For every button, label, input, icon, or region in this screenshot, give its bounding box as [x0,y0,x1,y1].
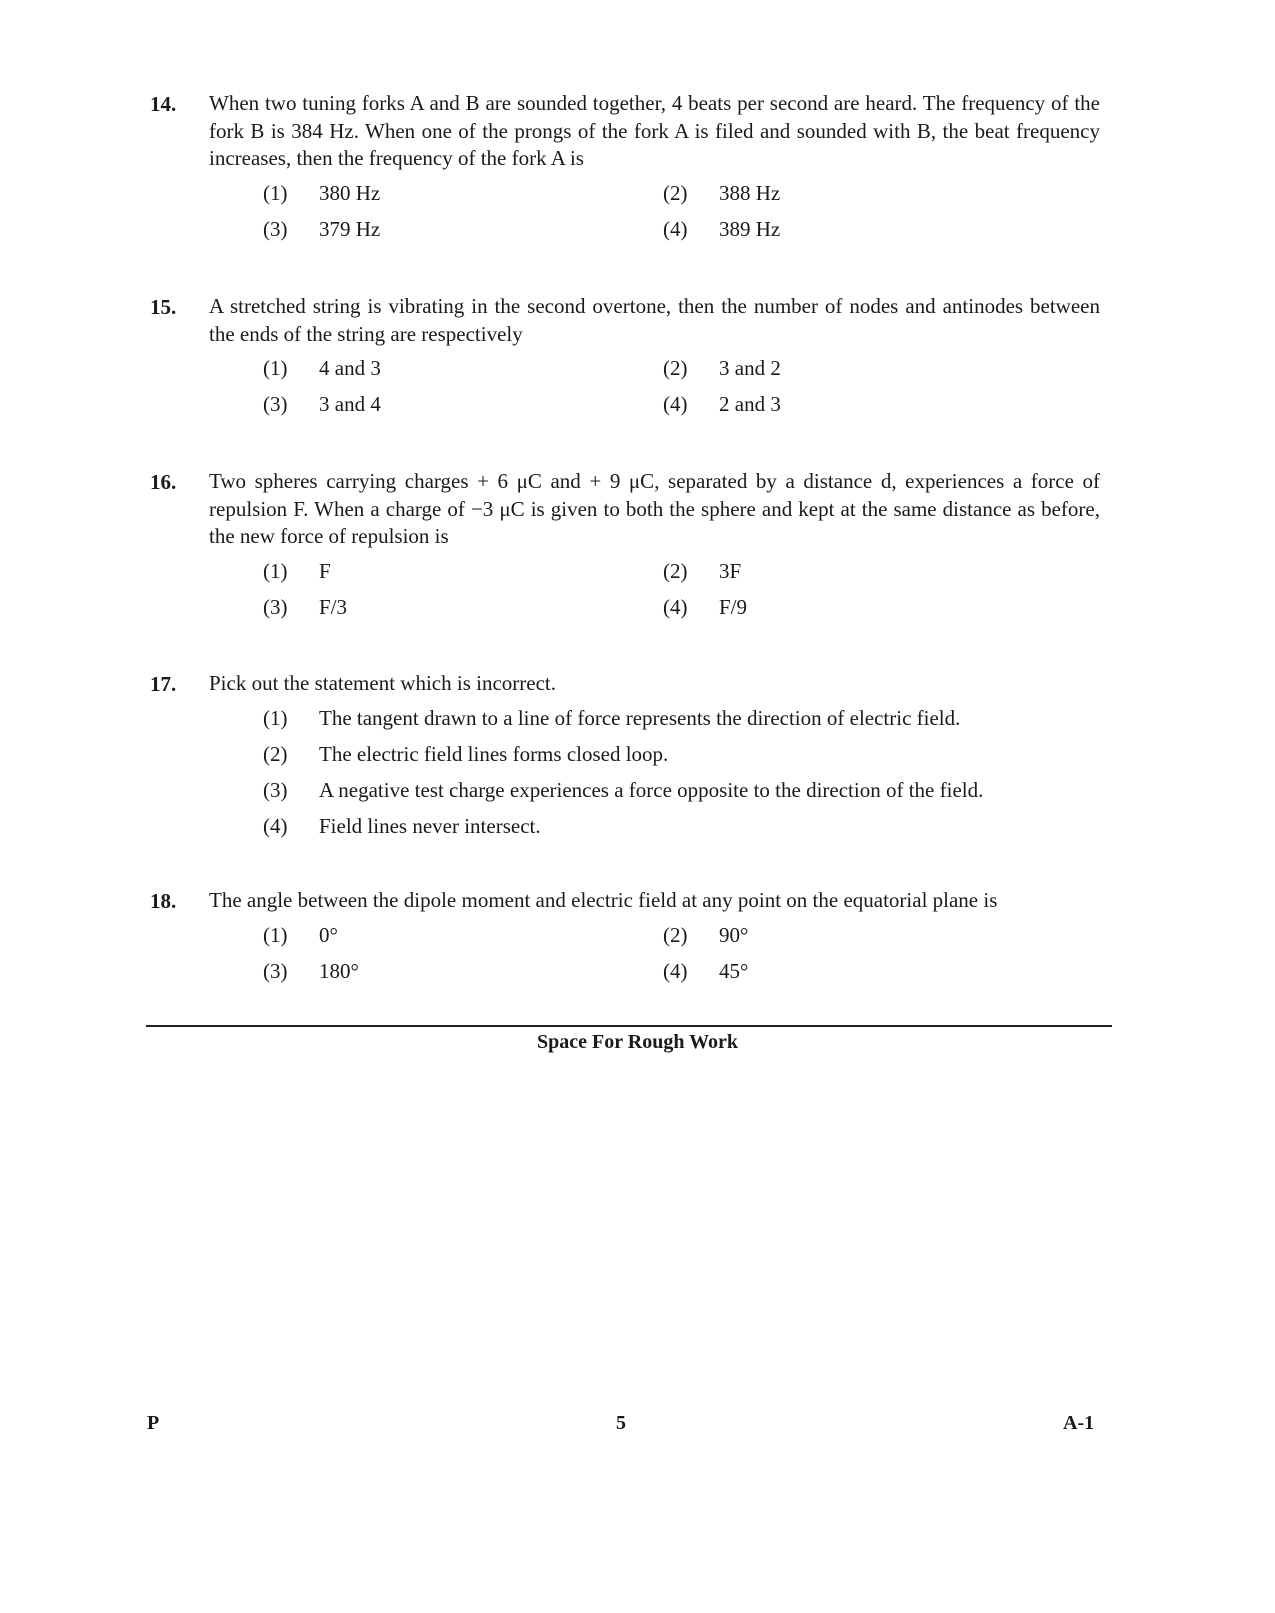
option-number: (4) [663,958,688,983]
option-number: (4) [663,216,688,241]
option-text: 379 Hz [319,216,381,241]
option-number: (1) [263,180,288,205]
option-1[interactable] [263,557,663,585]
question-15 [150,293,1100,418]
option-3[interactable] [263,390,663,418]
option-text: 380 Hz [319,180,381,205]
options [263,179,1100,243]
question-18 [150,887,1100,985]
option-number: (3) [263,958,288,983]
option-4[interactable] [663,215,963,243]
option-number: (4) [663,392,688,416]
option-text: 90° [719,922,749,947]
option-1[interactable] [263,179,663,207]
option-number: (2) [263,741,288,766]
question-text: A stretched string is vibrating in the second overtone, then the number of nodes and antinodes between the ends of the string are respectively [209,294,1100,346]
option-number: (3) [263,777,288,802]
page-number: 5 [616,1412,626,1434]
option-number: (1) [263,558,288,583]
option-text: 388 Hz [719,180,781,205]
question-text: Two spheres carrying charges + 6 μC and + 9 μC, separated by a distance d, experiences a force of repulsion F. When a charge of −3 μC is given to both the sphere and kept at the same distance as before, the new force of repulsion is [209,469,1100,548]
options [263,921,1100,985]
option-text: 0° [319,922,338,947]
question-number: 14. [150,92,177,116]
options [263,704,1100,840]
footer-right-code: A-1 [1063,1412,1095,1434]
option-text: A negative test charge experiences a force opposite to the direction of the field. [319,777,984,802]
option-text: 389 Hz [719,216,781,241]
option-3[interactable] [263,957,663,985]
option-number: (3) [263,594,288,619]
question-text: Pick out the statement which is incorrect. [209,671,556,695]
option-text: 180° [319,958,359,983]
option-text: 4 and 3 [319,356,381,380]
option-number: (1) [263,705,288,730]
options [263,354,1100,418]
option-number: (3) [263,216,288,241]
option-number: (2) [663,180,688,205]
option-number: (2) [663,922,688,947]
question-number: 16. [150,470,177,494]
option-text: 2 and 3 [719,392,781,416]
footer-left-code: P [147,1412,160,1434]
option-2[interactable] [663,921,963,949]
question-16 [150,468,1100,621]
option-number: (2) [663,558,688,583]
option-2[interactable] [663,557,963,585]
question-14 [150,90,1100,243]
divider-line [146,1025,1112,1027]
options [263,557,1100,621]
question-number: 15. [150,295,177,319]
option-number: (4) [663,594,688,619]
option-text: 3 and 4 [319,392,381,416]
rough-work-label: Space For Rough Work [537,1031,738,1053]
option-text: F [319,558,331,583]
option-4[interactable] [663,390,963,418]
question-number: 18. [150,889,177,913]
option-text: 3F [719,558,742,583]
option-text: The tangent drawn to a line of force represents the direction of electric field. [319,705,961,730]
option-4[interactable] [663,957,963,985]
option-3[interactable] [263,776,1100,804]
option-number: (1) [263,922,288,947]
option-4[interactable] [263,812,1100,840]
option-text: 3 and 2 [719,356,781,380]
option-text: 45° [719,958,749,983]
option-1[interactable] [263,921,663,949]
option-text: F/3 [319,594,348,619]
option-number: (2) [663,356,688,380]
option-number: (1) [263,356,288,380]
question-17 [150,670,1100,848]
option-number: (3) [263,392,288,416]
question-number: 17. [150,672,177,696]
option-2[interactable] [263,740,1100,768]
option-2[interactable] [663,179,963,207]
option-1[interactable] [263,704,1100,732]
option-2[interactable] [663,354,963,382]
option-number: (4) [263,813,288,838]
option-3[interactable] [263,593,663,621]
option-4[interactable] [663,593,963,621]
question-text: The angle between the dipole moment and electric field at any point on the equatorial plane is [209,888,998,912]
option-1[interactable] [263,354,663,382]
option-text: F/9 [719,594,748,619]
option-3[interactable] [263,215,663,243]
option-text: The electric field lines forms closed loop. [319,741,669,766]
question-text: When two tuning forks A and B are sounded together, 4 beats per second are heard. The frequency of the fork B is 384 Hz. When one of the prongs of the fork A is filed and sounded with B, the beat frequency increases, then the frequency of the fork A is [209,91,1100,170]
option-text: Field lines never intersect. [319,813,541,838]
